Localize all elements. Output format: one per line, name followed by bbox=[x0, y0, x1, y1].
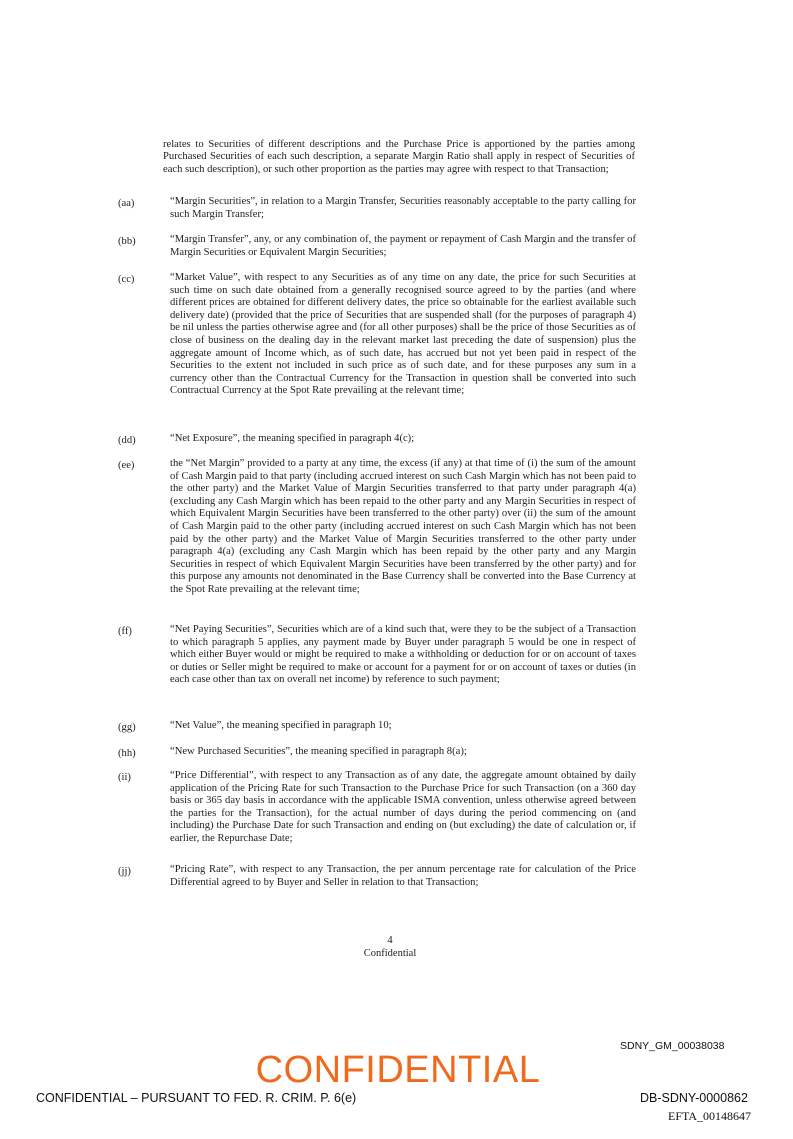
definition-label: (ff) bbox=[118, 626, 132, 637]
definition-label: (dd) bbox=[118, 435, 136, 446]
definition-gg bbox=[118, 720, 638, 733]
definition-cc bbox=[118, 272, 638, 398]
definition-label: (gg) bbox=[118, 722, 136, 733]
bates-sdny-stamp: SDNY_GM_00038038 bbox=[620, 1040, 725, 1052]
definition-ii bbox=[118, 770, 638, 846]
intro-paragraph: relates to Securities of different descriptions and the Purchase Price is apportioned by the parties among Purchased Securities of each such description, a separate Margin Ratio shall apply in respect of Securities of each such description), or such other proportion as the parties may agree with respect to that Transaction; bbox=[163, 138, 635, 175]
definition-ff bbox=[118, 624, 638, 687]
definition-label: (jj) bbox=[118, 866, 131, 877]
definition-label: (cc) bbox=[118, 274, 135, 285]
definition-text: “Market Value”, with respect to any Securities as of any time on any date, the price for such Securities at such time on such date obtained from a generally recognised source agreed to by the parties (and where different prices are obtained for different delivery dates, the price so obtainable for the earliest available such delivery date) (provided that the price of Securities that are suspended shall (for the purposes of paragraph 4) be nil unless the parties otherwise agree and (for all other purposes) shall be the price of those Securities as of close of business on the dealing day in the relevant market last preceding the date of suspension) plus the aggregate amount of Income which, as of such date, has accrued but not yet been paid in respect of the Securities to the extent not included in such price as of such date, and for these purposes any sum in a currency other than the Contractual Currency for the Transaction in question shall be converted into such Contractual Currency at the Spot Rate prevailing at the relevant time; bbox=[170, 272, 636, 397]
definition-text: “Net Value”, the meaning specified in paragraph 10; bbox=[170, 720, 392, 731]
bates-efta-stamp: EFTA_00148647 bbox=[668, 1109, 752, 1123]
definition-text: “Pricing Rate”, with respect to any Transaction, the per annum percentage rate for calculation of the Price Differential agreed to by Buyer and Seller in relation to that Transaction; bbox=[170, 864, 636, 888]
definition-label: (hh) bbox=[118, 748, 136, 759]
confidential-banner: CONFIDENTIAL bbox=[255, 1049, 541, 1091]
definition-text: “New Purchased Securities”, the meaning specified in paragraph 8(a); bbox=[170, 746, 467, 757]
definition-text: “Margin Transfer”, any, or any combination of, the payment or repayment of Cash Margin and the transfer of Margin Securities or Equivalent Margin Securities; bbox=[170, 234, 636, 258]
definition-label: (ee) bbox=[118, 460, 135, 471]
definition-label: (bb) bbox=[118, 236, 136, 247]
definition-text: “Net Exposure”, the meaning specified in paragraph 4(c); bbox=[170, 433, 415, 444]
definition-label: (aa) bbox=[118, 198, 135, 209]
definition-bb bbox=[118, 234, 638, 259]
definition-hh bbox=[118, 746, 638, 759]
legal-notice-stamp: CONFIDENTIAL – PURSUANT TO FED. R. CRIM. P. 6(e) bbox=[36, 1091, 357, 1105]
definition-ee bbox=[118, 458, 638, 597]
bates-db-stamp: DB-SDNY-0000862 bbox=[640, 1091, 748, 1105]
page-footer bbox=[340, 934, 440, 960]
definition-text: “Price Differential”, with respect to any Transaction as of any date, the aggregate amount obtained by daily application of the Pricing Rate for such Transaction to the Purchase Price for such Transaction (on a 360 day basis or 365 day basis in accordance with the applicable ISMA convention, unless otherwise agreed between the parties for the Transaction), for the actual number of days during the period commencing on (and including) the Purchase Date for such Transaction and ending on (but excluding) the date of calculation or, if earlier, the Repurchase Date; bbox=[170, 770, 636, 844]
definition-dd bbox=[118, 433, 638, 446]
definition-text: “Net Paying Securities”, Securities which are of a kind such that, were they to be the subject of a Transaction to which paragraph 5 applies, any payment made by Buyer under paragraph 5 would be one in respect of which either Buyer would or might be required to make a withholding or deduction for or on account of taxes or duties or Seller might be required to make or account for a payment for or on account of taxes or duties (in each case other than tax on overall net income) by reference to such payment; bbox=[170, 624, 636, 686]
footer-confidential-label: Confidential bbox=[363, 948, 417, 959]
definition-aa bbox=[118, 196, 638, 221]
definition-label: (ii) bbox=[118, 772, 131, 783]
page-number: 4 bbox=[387, 935, 393, 946]
definition-text: the “Net Margin” provided to a party at any time, the excess (if any) at that time of (i) the sum of the amount of Cash Margin paid to that party (including accrued interest on such Cash Margin which has not been paid to the other party) and the Market Value of Margin Securities transferred to that party under paragraph 4(a) (excluding any Cash Margin which has been repaid to the other party and any Margin Securities in respect of which Equivalent Margin Securities have been transferred to the other party) over (ii) the sum of the amount of Cash Margin paid to the other party (including accrued interest on such Cash Margin which has not been paid by the other party) and the Market Value of Margin Securities transferred to the other party under paragraph 4(a) (excluding any Cash Margin which has been repaid by the other party and any Margin Securities in respect of which Equivalent Margin Securities have been transferred by the other party) and for this purpose any amounts not denominated in the Base Currency shall be converted into the Base Currency at the Spot Rate prevailing at the relevant time; bbox=[170, 458, 636, 595]
definition-jj bbox=[118, 864, 638, 889]
definition-text: “Margin Securities”, in relation to a Margin Transfer, Securities reasonably acceptable to the party calling for such Margin Transfer; bbox=[170, 196, 636, 220]
